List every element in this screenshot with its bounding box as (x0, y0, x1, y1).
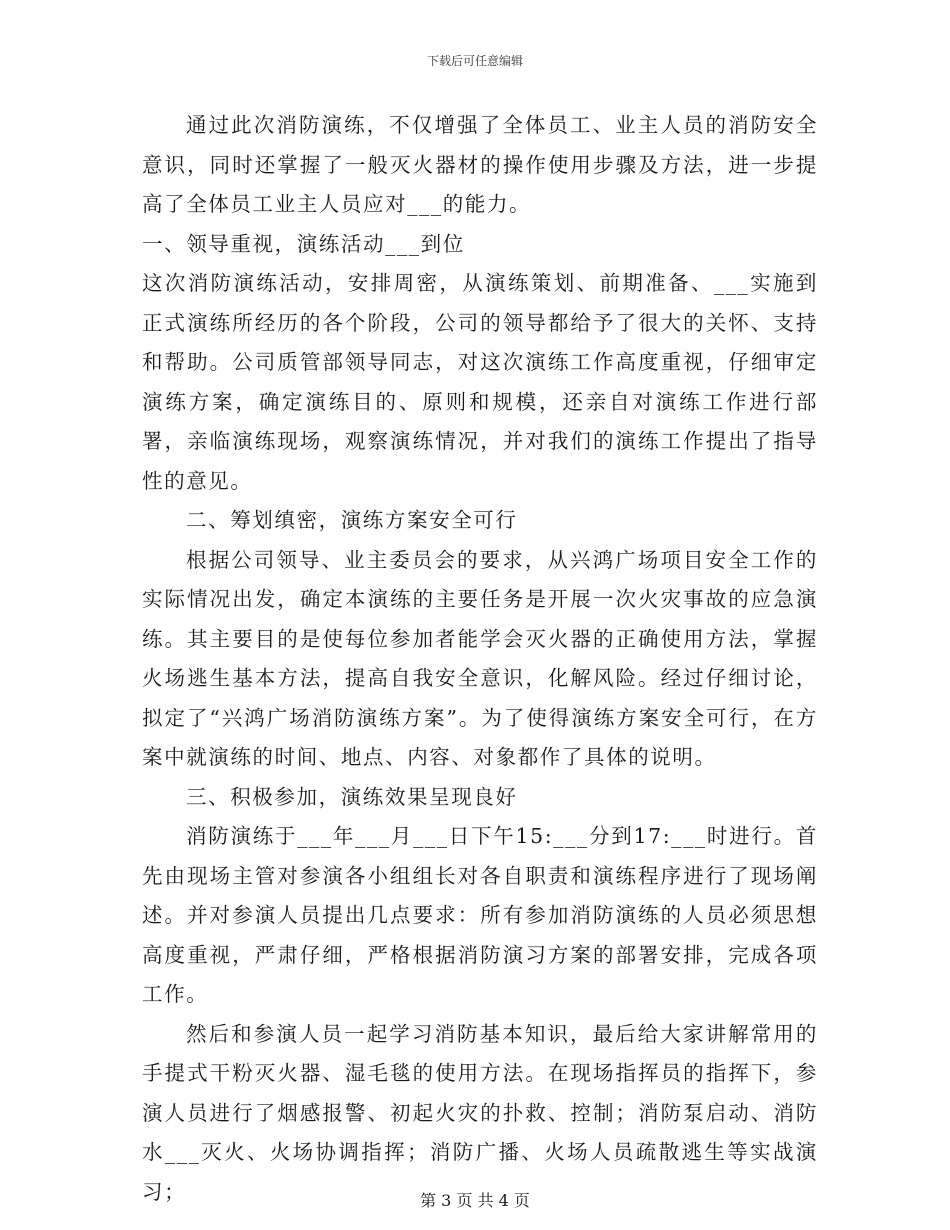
paragraph-intro: 通过此次消防演练，不仅增强了全体员工、业主人员的消防安全意识，同时还掌握了一般灭火器材的操作使用步骤及方法，进一步提高了全体员工业主人员应对___的能力。 (142, 113, 818, 216)
document-body (142, 106, 818, 1212)
paragraph-section-1: 这次消防演练活动，安排周密，从演练策划、前期准备、___实施到正式演练所经历的各个阶段，公司的领导都给予了很大的关怀、支持和帮助。公司质管部领导同志，对这次演练工作高度重视，仔细审定演练方案，确定演练目的、原则和规模，还亲自对演练工作进行部署，亲临演练现场，观察演练情况，并对我们的演练工作提出了指导性的意见。 (142, 271, 818, 493)
paragraph-section-2: 根据公司领导、业主委员会的要求，从兴鸿广场项目安全工作的实际情况出发，确定本演练的主要任务是开展一次火灾事故的应急演练。其主要目的是使每位参加者能学会灭火器的正确使用方法，掌握火场逃生基本方法，提高自我安全意识，化解风险。经过仔细讨论，拟定了“兴鸿广场消防演练方案”。为了使得演练方案安全可行，在方案中就演练的时间、地点、内容、对象都作了具体的说明。 (142, 547, 818, 769)
paragraph-section-3b: 然后和参演人员一起学习消防基本知识，最后给大家讲解常用的手提式干粉灭火器、湿毛毯的使用方法。在现场指挥员的指挥下，参演人员进行了烟感报警、初起火灾的扑救、控制；消防泵启动、消防水___灭火、火场协调指挥；消防广播、火场人员疏散逃生等实战演习； (142, 1021, 818, 1204)
section-heading-1: 一、领导重视，演练活动___到位 (142, 231, 465, 256)
page-footer: 第 3 页 共 4 页 (420, 1191, 530, 1210)
section-heading-2: 二、筹划缜密，演练方案安全可行 (186, 508, 518, 532)
section-heading-3: 三、积极参加，演练效果呈现良好 (186, 784, 518, 809)
paragraph-section-3a: 消防演练于___年___月___日下午15:___分到17:___时进行。首先由现场主管对参演各小组组长对各自职责和演练程序进行了现场阐述。并对参演人员提出几点要求：所有参加消防演练的人员必须思想高度重视，严肃仔细，严格根据消防演习方案的部署安排，完成各项工作。 (142, 824, 818, 1006)
page-header: 下载后可任意编辑 (426, 54, 523, 68)
